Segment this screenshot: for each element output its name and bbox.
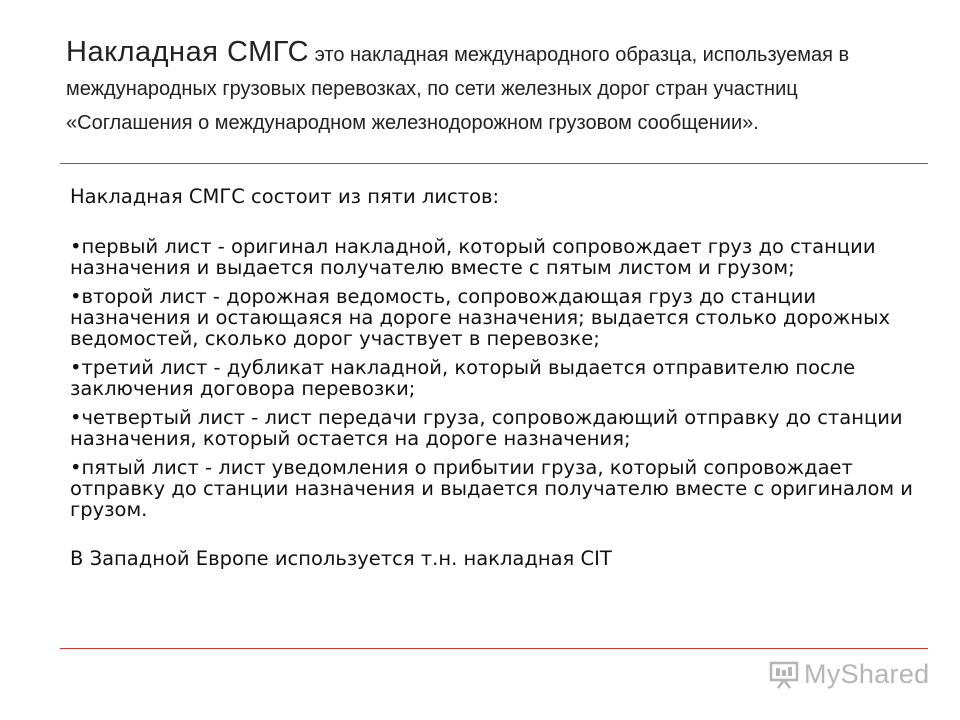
bullet-item-5: •пятый лист - лист уведомления о прибытии груза, который сопровождает отправку до станции назначения и выдается получателю вместе с оригиналом и грузом. (70, 456, 913, 521)
bullet-item-2: •второй лист - дорожная ведомость, сопровождающая груз до станции назначения и остающаяся на дороге назначения; выдается столько дорожных ведомостей, сколько дорог участвует в перевозке; (70, 285, 891, 350)
bullet-item-1: •первый лист - оригинал накладной, который сопровождает груз до станции назначения и выдается получателю вместе с пятым листом и грузом; (70, 235, 876, 279)
title-description: это накладная международного образца, используемая в международных грузовых перевозках, по сети железных дорог стран участниц «Соглашения о международном железнодорожном грузовом сообщении». (66, 44, 850, 134)
footer-text: В Западной Европе используется т.н. накладная CIT (70, 547, 612, 570)
slide-title (66, 36, 916, 141)
presentation-board-icon (768, 658, 800, 690)
bottom-divider (60, 648, 928, 649)
logo-text: MyShared (804, 658, 930, 689)
bullet-item-3: •третий лист - дубликат накладной, который выдается отправителю после заключения договора перевозки; (70, 356, 856, 400)
title-main: Накладная СМГС (66, 36, 310, 68)
slide-body (70, 186, 920, 569)
myshared-logo (768, 658, 929, 690)
bullet-item-4: •четвертый лист - лист передачи груза, сопровождающий отправку до станции назначения, который остается на дороге назначения; (70, 406, 903, 450)
intro-text: Накладная СМГС состоит из пяти листов: (70, 185, 500, 208)
top-divider (60, 163, 928, 164)
